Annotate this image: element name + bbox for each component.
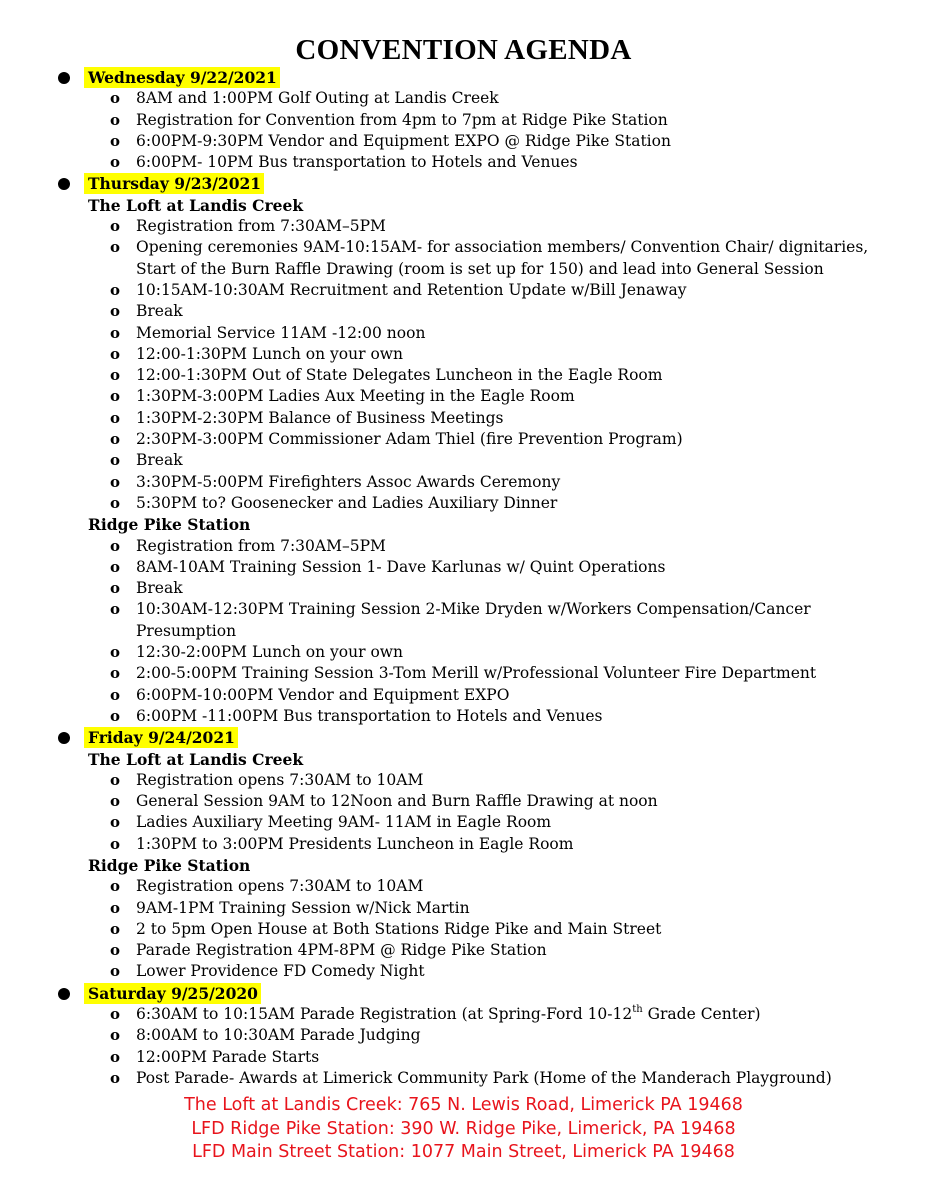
agenda-item-text: Break <box>136 579 183 598</box>
bullet-icon: o <box>110 366 121 385</box>
agenda-item-text: 8:00AM to 10:30AM Parade Judging <box>136 1026 421 1045</box>
bullet-dot-icon <box>58 988 70 1000</box>
agenda-item <box>0 450 927 471</box>
agenda-item <box>0 961 927 982</box>
bullet-icon: o <box>110 217 121 236</box>
bullet-icon: o <box>110 557 121 576</box>
agenda-item-text: 12:30-2:00PM Lunch on your own <box>136 643 404 662</box>
agenda-item-text: 8AM and 1:00PM Golf Outing at Landis Creek <box>136 89 499 108</box>
bullet-icon: o <box>110 600 121 619</box>
agenda-item-text: Registration opens 7:30AM to 10AM <box>136 770 424 789</box>
bullet-icon: o <box>110 1047 121 1066</box>
agenda-item <box>0 812 927 833</box>
agenda-item <box>0 88 927 109</box>
day-heading <box>0 727 927 748</box>
day-heading <box>0 983 927 1004</box>
day-heading <box>0 173 927 194</box>
agenda-item <box>0 280 927 301</box>
agenda-item <box>0 386 927 407</box>
agenda-item <box>0 663 927 684</box>
bullet-icon: o <box>110 898 121 917</box>
bullet-icon: o <box>110 493 121 512</box>
agenda-item-text: 8AM-10AM Training Session 1- Dave Karlunas w/ Quint Operations <box>136 557 666 576</box>
agenda-list <box>0 67 927 1089</box>
bullet-icon: o <box>110 302 121 321</box>
agenda-item-text: Parade Registration 4PM-8PM @ Ridge Pike Station <box>136 941 547 960</box>
bullet-icon: o <box>110 131 121 150</box>
agenda-item-text: 6:00PM -11:00PM Bus transportation to Hotels and Venues <box>136 706 603 725</box>
agenda-item <box>0 706 927 727</box>
agenda-item-text: 6:00PM-9:30PM Vendor and Equipment EXPO @ Ridge Pike Station <box>136 131 671 150</box>
bullet-icon: o <box>110 323 121 342</box>
bullet-icon: o <box>110 280 121 299</box>
bullet-icon: o <box>110 536 121 555</box>
agenda-item-text: Lower Providence FD Comedy Night <box>136 962 425 981</box>
agenda-item-text: Break <box>136 302 183 321</box>
agenda-item-text: General Session 9AM to 12Noon and Burn Raffle Drawing at noon <box>136 792 658 811</box>
bullet-icon: o <box>110 89 121 108</box>
agenda-item-text: Post Parade- Awards at Limerick Community Park (Home of the Manderach Playground) <box>136 1068 832 1087</box>
agenda-item <box>0 1025 927 1046</box>
agenda-item <box>0 408 927 429</box>
bullet-icon: o <box>110 579 121 598</box>
agenda-item-text: 1:30PM-3:00PM Ladies Aux Meeting in the Eagle Room <box>136 387 575 406</box>
bullet-icon: o <box>110 962 121 981</box>
address-line: LFD Ridge Pike Station: 390 W. Ridge Pike, Limerick, PA 19468 <box>191 1118 736 1139</box>
page-title: CONVENTION AGENDA <box>295 34 632 66</box>
bullet-icon: o <box>110 153 121 172</box>
day-label: Wednesday 9/22/2021 <box>84 67 280 88</box>
agenda-item <box>0 940 927 961</box>
bullet-icon: o <box>110 770 121 789</box>
agenda-item-text: 6:00PM-10:00PM Vendor and Equipment EXPO <box>136 685 510 704</box>
agenda-item-text: Registration from 7:30AM–5PM <box>136 536 386 555</box>
address-footer <box>0 1094 927 1165</box>
agenda-item <box>0 429 927 450</box>
agenda-item <box>0 557 927 578</box>
day-label: Thursday 9/23/2021 <box>84 173 264 194</box>
agenda-item-text: 10:30AM-12:30PM Training Session 2-Mike Dryden w/Workers Compensation/Cancer Presumption <box>136 600 811 640</box>
agenda-item <box>0 301 927 322</box>
bullet-icon: o <box>110 430 121 449</box>
agenda-item <box>0 898 927 919</box>
venue-heading: The Loft at Landis Creek <box>88 195 304 215</box>
bullet-icon: o <box>110 408 121 427</box>
bullet-icon: o <box>110 1068 121 1087</box>
agenda-item-text: 1:30PM-2:30PM Balance of Business Meetings <box>136 408 504 427</box>
bullet-dot-icon <box>58 732 70 744</box>
venue-heading: Ridge Pike Station <box>88 515 251 535</box>
agenda-item <box>0 472 927 493</box>
venue-heading: Ridge Pike Station <box>88 855 251 875</box>
agenda-item-text: Registration opens 7:30AM to 10AM <box>136 877 424 896</box>
agenda-item <box>0 216 927 237</box>
agenda-item <box>0 323 927 344</box>
agenda-item <box>0 770 927 791</box>
agenda-item-text: Memorial Service 11AM -12:00 noon <box>136 323 426 342</box>
agenda-item <box>0 344 927 365</box>
agenda-item <box>0 1047 927 1068</box>
agenda-item <box>0 919 927 940</box>
bullet-icon: o <box>110 387 121 406</box>
bullet-icon: o <box>110 792 121 811</box>
agenda-item-text: 12:00-1:30PM Out of State Delegates Luncheon in the Eagle Room <box>136 366 663 385</box>
agenda-item-text: 12:00-1:30PM Lunch on your own <box>136 344 404 363</box>
address-line: The Loft at Landis Creek: 765 N. Lewis Road, Limerick PA 19468 <box>184 1095 743 1115</box>
agenda-item <box>0 493 927 514</box>
agenda-item-text: 5:30PM to? Goosenecker and Ladies Auxiliary Dinner <box>136 493 558 512</box>
agenda-item <box>0 791 927 812</box>
bullet-icon: o <box>110 1026 121 1045</box>
bullet-icon: o <box>110 110 121 129</box>
agenda-item-text: 2:30PM-3:00PM Commissioner Adam Thiel (fire Prevention Program) <box>136 430 683 449</box>
agenda-item-text: 9AM-1PM Training Session w/Nick Martin <box>136 898 470 917</box>
agenda-item-text: 3:30PM-5:00PM Firefighters Assoc Awards Ceremony <box>136 472 561 491</box>
agenda-item <box>0 876 927 897</box>
day-label: Saturday 9/25/2020 <box>84 983 261 1004</box>
bullet-icon: o <box>110 834 121 853</box>
day-heading <box>0 67 927 88</box>
bullet-dot-icon <box>58 72 70 84</box>
bullet-icon: o <box>110 238 121 257</box>
bullet-icon: o <box>110 643 121 662</box>
agenda-item-text: Registration from 7:30AM–5PM <box>136 217 386 236</box>
bullet-dot-icon <box>58 178 70 190</box>
agenda-item-text: 6:30AM to 10:15AM Parade Registration (at Spring-Ford 10-12th Grade Center) <box>136 1003 761 1024</box>
agenda-item <box>0 1068 927 1089</box>
agenda-item-text: Registration for Convention from 4pm to 7pm at Ridge Pike Station <box>136 110 668 129</box>
day-label: Friday 9/24/2021 <box>84 727 238 748</box>
agenda-item-text: 1:30PM to 3:00PM Presidents Luncheon in Eagle Room <box>136 834 574 853</box>
bullet-icon: o <box>110 706 121 725</box>
bullet-icon: o <box>110 472 121 491</box>
bullet-icon: o <box>110 1005 121 1024</box>
bullet-icon: o <box>110 877 121 896</box>
agenda-item <box>0 1004 927 1025</box>
agenda-item <box>0 131 927 152</box>
agenda-item <box>0 834 927 855</box>
bullet-icon: o <box>110 344 121 363</box>
agenda-item-text: 10:15AM-10:30AM Recruitment and Retention Update w/Bill Jenaway <box>136 280 687 299</box>
address-line: LFD Main Street Station: 1077 Main Street, Limerick PA 19468 <box>192 1142 735 1162</box>
agenda-item-text: 2:00-5:00PM Training Session 3-Tom Merill w/Professional Volunteer Fire Department <box>136 664 817 683</box>
bullet-icon: o <box>110 685 121 704</box>
agenda-item <box>0 152 927 173</box>
agenda-item-text: 6:00PM- 10PM Bus transportation to Hotels and Venues <box>136 153 578 172</box>
agenda-item-text: 2 to 5pm Open House at Both Stations Ridge Pike and Main Street <box>136 919 662 938</box>
agenda-item-text: Ladies Auxiliary Meeting 9AM- 11AM in Eagle Room <box>136 813 552 832</box>
agenda-item <box>0 110 927 131</box>
venue-heading: The Loft at Landis Creek <box>88 749 304 769</box>
agenda-item-text: Break <box>136 451 183 470</box>
agenda-item <box>0 578 927 599</box>
agenda-item-text: 12:00PM Parade Starts <box>136 1047 320 1066</box>
bullet-icon: o <box>110 813 121 832</box>
agenda-item <box>0 599 927 642</box>
agenda-item <box>0 536 927 557</box>
agenda-item <box>0 685 927 706</box>
agenda-item-text: Opening ceremonies 9AM-10:15AM- for association members/ Convention Chair/ dignitaries, Start of the Burn Raffle Drawing (room is set up for 150) and lead into General Session <box>136 238 869 278</box>
agenda-item <box>0 642 927 663</box>
bullet-icon: o <box>110 919 121 938</box>
bullet-icon: o <box>110 941 121 960</box>
bullet-icon: o <box>110 664 121 683</box>
agenda-item <box>0 365 927 386</box>
bullet-icon: o <box>110 451 121 470</box>
agenda-item <box>0 237 927 280</box>
